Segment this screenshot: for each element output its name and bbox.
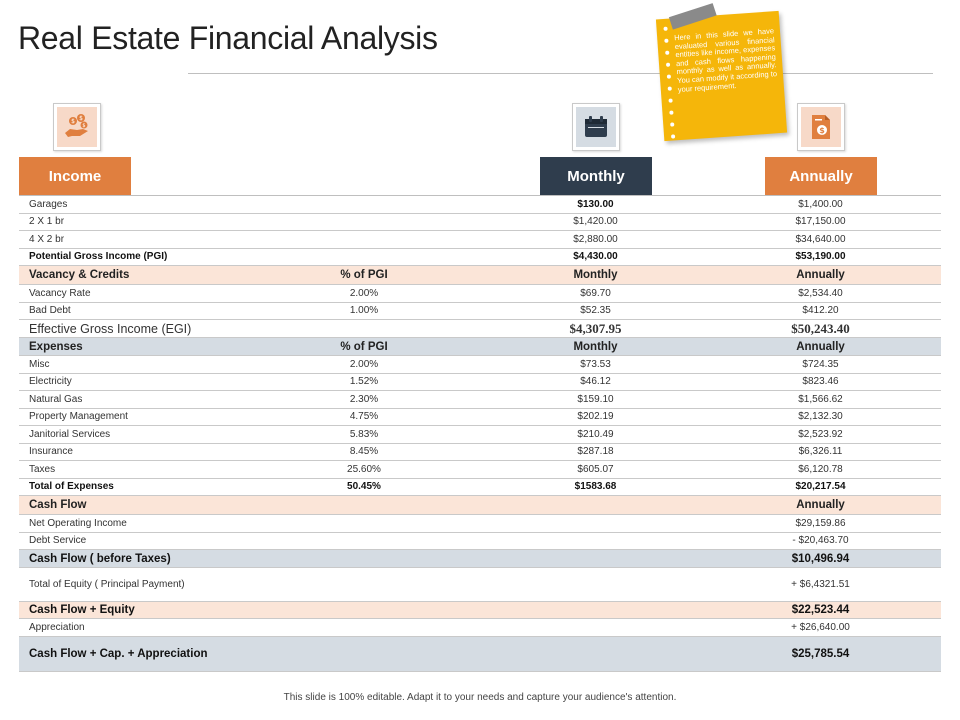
annual-value: - $20,463.70 — [792, 535, 849, 547]
monthly-value: $4,430.00 — [573, 251, 618, 263]
monthly-header-cell: Monthly — [573, 269, 618, 281]
annual-value: $20,217.54 — [795, 481, 846, 493]
annual-value: $29,159.86 — [795, 517, 846, 529]
egi-row — [19, 320, 941, 338]
row-label: Bad Debt — [29, 305, 71, 317]
table-row — [19, 426, 941, 444]
svg-text:$: $ — [79, 115, 83, 122]
row-label: Misc — [29, 358, 50, 370]
sticky-note — [656, 11, 787, 141]
pct-value: 1.00% — [349, 305, 379, 317]
svg-text:$: $ — [82, 123, 86, 129]
row-label: Appreciation — [29, 622, 85, 633]
pct-value: 50.45% — [347, 481, 381, 493]
row-label: Property Management — [29, 411, 128, 423]
annual-value: $2,132.30 — [798, 411, 843, 423]
annual-value: + $6,4321.51 — [791, 579, 850, 590]
pct-value: 2.00% — [349, 287, 379, 299]
table-row — [19, 568, 941, 602]
monthly-value: $73.53 — [580, 358, 611, 370]
cashflow-before-taxes-row — [19, 550, 941, 568]
row-label: Cash Flow + Equity — [29, 604, 135, 616]
svg-text:$: $ — [71, 118, 75, 125]
pct-value: 5.83% — [349, 428, 379, 440]
monthly-header: Monthly — [540, 157, 652, 195]
row-label: 2 X 1 br — [29, 216, 65, 228]
pgi-row — [19, 249, 941, 267]
section-label: Vacancy & Credits — [29, 269, 130, 281]
monthly-value: $1,420.00 — [573, 216, 618, 228]
calendar-icon — [583, 114, 609, 140]
table-row — [19, 374, 941, 392]
annual-header-cell: Annually — [796, 340, 845, 353]
section-label: Expenses — [29, 340, 83, 353]
table-row — [19, 214, 941, 232]
pct-header: % of PGI — [340, 269, 388, 281]
monthly-value: $1583.68 — [574, 481, 617, 493]
annual-value: $2,534.40 — [798, 287, 843, 299]
annual-value: $1,400.00 — [798, 198, 843, 210]
document-money-icon — [808, 113, 834, 141]
row-label: Taxes — [29, 463, 56, 475]
row-label: Debt Service — [29, 535, 87, 547]
pct-header: % of PGI — [340, 340, 388, 353]
financial-table — [19, 195, 941, 672]
monthly-value: $210.49 — [577, 428, 614, 440]
table-row — [19, 285, 941, 303]
annual-value: $34,640.00 — [795, 233, 846, 245]
pct-value: 25.60% — [347, 463, 381, 475]
row-label: Natural Gas — [29, 393, 83, 405]
annual-header-cell: Annually — [796, 269, 845, 281]
annual-value: $25,785.54 — [791, 648, 850, 660]
footer-note: This slide is 100% editable. Adapt it to your needs and capture your audience's attention. — [283, 692, 677, 703]
annual-value: $22,523.44 — [791, 604, 850, 616]
row-label: Potential Gross Income (PGI) — [29, 251, 168, 263]
annual-value: $823.46 — [802, 376, 839, 388]
annual-value: $724.35 — [802, 358, 839, 370]
table-row — [19, 231, 941, 249]
vacancy-section-header — [19, 266, 941, 285]
income-icon-box — [53, 103, 101, 151]
row-label: Total of Expenses — [29, 481, 114, 493]
annual-value: $10,496.94 — [791, 552, 850, 565]
annual-value: $412.20 — [802, 305, 839, 317]
annual-value: $6,120.78 — [798, 463, 843, 475]
table-row — [19, 515, 941, 533]
row-label: Cash Flow ( before Taxes) — [29, 552, 171, 565]
monthly-value: $159.10 — [577, 393, 614, 405]
row-label: 4 X 2 br — [29, 233, 65, 245]
table-row — [19, 444, 941, 462]
monthly-value: $46.12 — [580, 376, 611, 388]
expenses-section-header — [19, 338, 941, 356]
pct-value: 2.00% — [349, 358, 379, 370]
monthly-value: $605.07 — [577, 463, 614, 475]
row-label: Net Operating Income — [29, 517, 127, 529]
annual-icon-box — [797, 103, 845, 151]
cashflow-final-row — [19, 637, 941, 672]
row-label: Vacancy Rate — [29, 287, 91, 299]
money-hand-icon — [62, 112, 92, 142]
pct-value: 4.75% — [349, 411, 379, 423]
page-title: Real Estate Financial Analysis — [18, 20, 438, 56]
monthly-value: $130.00 — [577, 198, 614, 210]
row-label: Effective Gross Income (EGI) — [29, 321, 192, 336]
monthly-value: $2,880.00 — [573, 233, 618, 245]
monthly-value: $69.70 — [580, 287, 611, 299]
table-row — [19, 303, 941, 321]
section-label: Cash Flow — [29, 499, 87, 511]
monthly-header-cell: Monthly — [573, 340, 618, 353]
sticky-note-text: Here in this slide we have evaluated various financial entities like income, expenses and cash flows happening monthly as well as annually. You can modify it according to your requirement. — [673, 26, 778, 94]
income-header: Income — [19, 157, 131, 195]
annual-header-cell: Annually — [796, 499, 845, 511]
table-row — [19, 533, 941, 551]
pct-value: 8.45% — [349, 446, 379, 458]
table-row — [19, 409, 941, 427]
annually-header: Annually — [765, 157, 877, 195]
table-row — [19, 619, 941, 637]
annual-value: $50,243.40 — [791, 320, 850, 336]
row-label: Cash Flow + Cap. + Appreciation — [29, 648, 208, 660]
title-divider — [188, 73, 933, 74]
monthly-value: $52.35 — [580, 305, 611, 317]
expenses-total-row — [19, 479, 941, 497]
table-row — [19, 461, 941, 479]
annual-value: $17,150.00 — [795, 216, 846, 228]
row-label: Total of Equity ( Principal Payment) — [29, 579, 185, 590]
annual-value: $1,566.62 — [798, 393, 843, 405]
annual-value: $2,523.92 — [798, 428, 843, 440]
pct-value: 2.30% — [349, 393, 379, 405]
row-label: Insurance — [29, 446, 73, 458]
svg-text:$: $ — [819, 126, 825, 135]
monthly-icon-box — [572, 103, 620, 151]
row-label: Garages — [29, 198, 68, 210]
row-label: Electricity — [29, 376, 72, 388]
monthly-value: $202.19 — [577, 411, 614, 423]
row-label: Janitorial Services — [29, 428, 111, 440]
annual-value: + $26,640.00 — [791, 622, 850, 633]
table-row — [19, 356, 941, 374]
cashflow-plus-equity-row — [19, 602, 941, 619]
annual-value: $53,190.00 — [795, 251, 846, 263]
tape-icon — [669, 3, 717, 30]
pct-value: 1.52% — [349, 376, 379, 388]
table-row — [19, 391, 941, 409]
annual-value: $6,326.11 — [798, 446, 843, 458]
monthly-value: $287.18 — [577, 446, 614, 458]
cashflow-section-header — [19, 496, 941, 515]
monthly-value: $4,307.95 — [569, 320, 622, 336]
table-row — [19, 196, 941, 214]
